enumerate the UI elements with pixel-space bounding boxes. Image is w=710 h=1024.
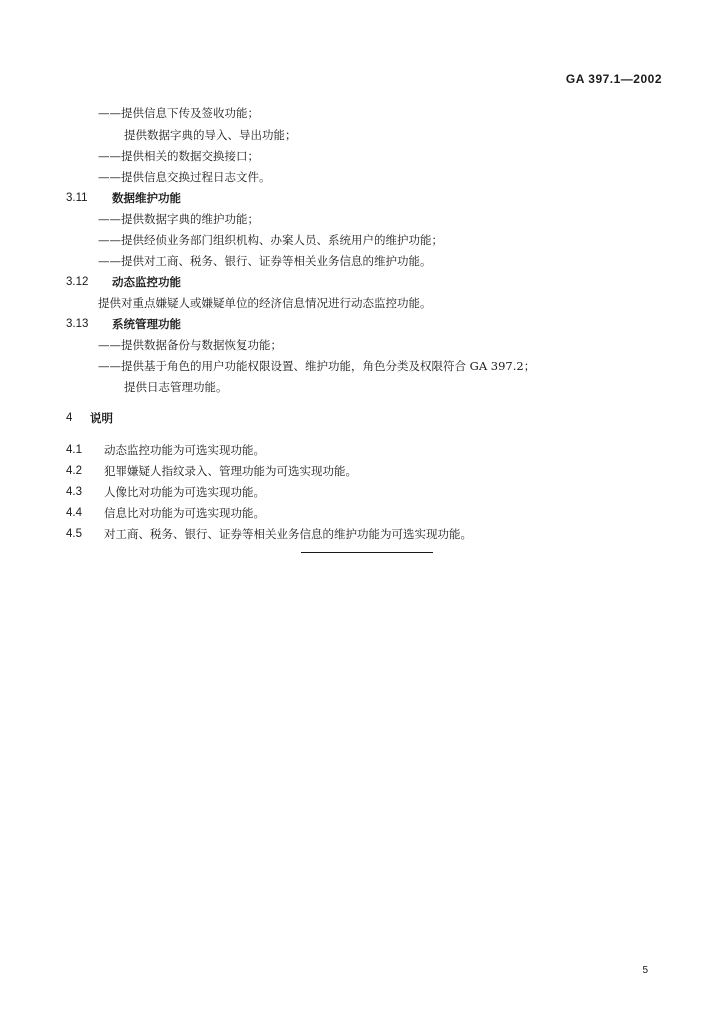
list-item: ——提供数据字典的维护功能； <box>98 212 259 226</box>
end-rule <box>301 552 433 553</box>
note-text: 动态监控功能为可选实现功能。 <box>104 443 265 457</box>
page-number: 5 <box>642 965 648 976</box>
list-item: ——提供信息交换过程日志文件。 <box>98 170 271 184</box>
note-text: 犯罪嫌疑人指纹录入、管理功能为可选实现功能。 <box>104 464 357 478</box>
note-number: 4.3 <box>66 486 82 498</box>
standard-code: GA 397.1—2002 <box>565 72 662 86</box>
note-number: 4.4 <box>66 507 82 519</box>
list-item: ——提供数据备份与数据恢复功能； <box>98 338 282 352</box>
list-item: 提供日志管理功能。 <box>124 380 228 394</box>
list-item: ——提供信息下传及签收功能； <box>98 106 259 120</box>
note-number: 4.2 <box>66 465 82 477</box>
section-number: 3.11 <box>66 192 88 204</box>
section-title: 系统管理功能 <box>112 317 181 331</box>
list-item: ——提供基于角色的用户功能权限设置、维护功能，角色分类及权限符合 GA 397.2； <box>98 359 536 373</box>
section-number: 3.12 <box>66 276 89 288</box>
section-title: 动态监控功能 <box>112 275 181 289</box>
note-text: 人像比对功能为可选实现功能。 <box>104 485 265 499</box>
note-text: 对工商、税务、银行、证券等相关业务信息的维护功能为可选实现功能。 <box>104 527 472 541</box>
note-number: 4.5 <box>66 528 82 540</box>
section-number: 4 <box>66 412 73 424</box>
note-text: 信息比对功能为可选实现功能。 <box>104 506 265 520</box>
section-number: 3.13 <box>66 318 89 330</box>
paragraph: 提供对重点嫌疑人或嫌疑单位的经济信息情况进行动态监控功能。 <box>98 296 432 310</box>
note-number: 4.1 <box>66 444 82 456</box>
section-title: 说明 <box>90 411 113 425</box>
list-item: ——提供对工商、税务、银行、证券等相关业务信息的维护功能。 <box>98 254 432 268</box>
list-item: ——提供经侦业务部门组织机构、办案人员、系统用户的维护功能； <box>98 233 443 247</box>
section-title: 数据维护功能 <box>112 191 181 205</box>
list-item: ——提供相关的数据交换接口； <box>98 149 259 163</box>
list-item: 提供数据字典的导入、导出功能； <box>124 128 297 142</box>
